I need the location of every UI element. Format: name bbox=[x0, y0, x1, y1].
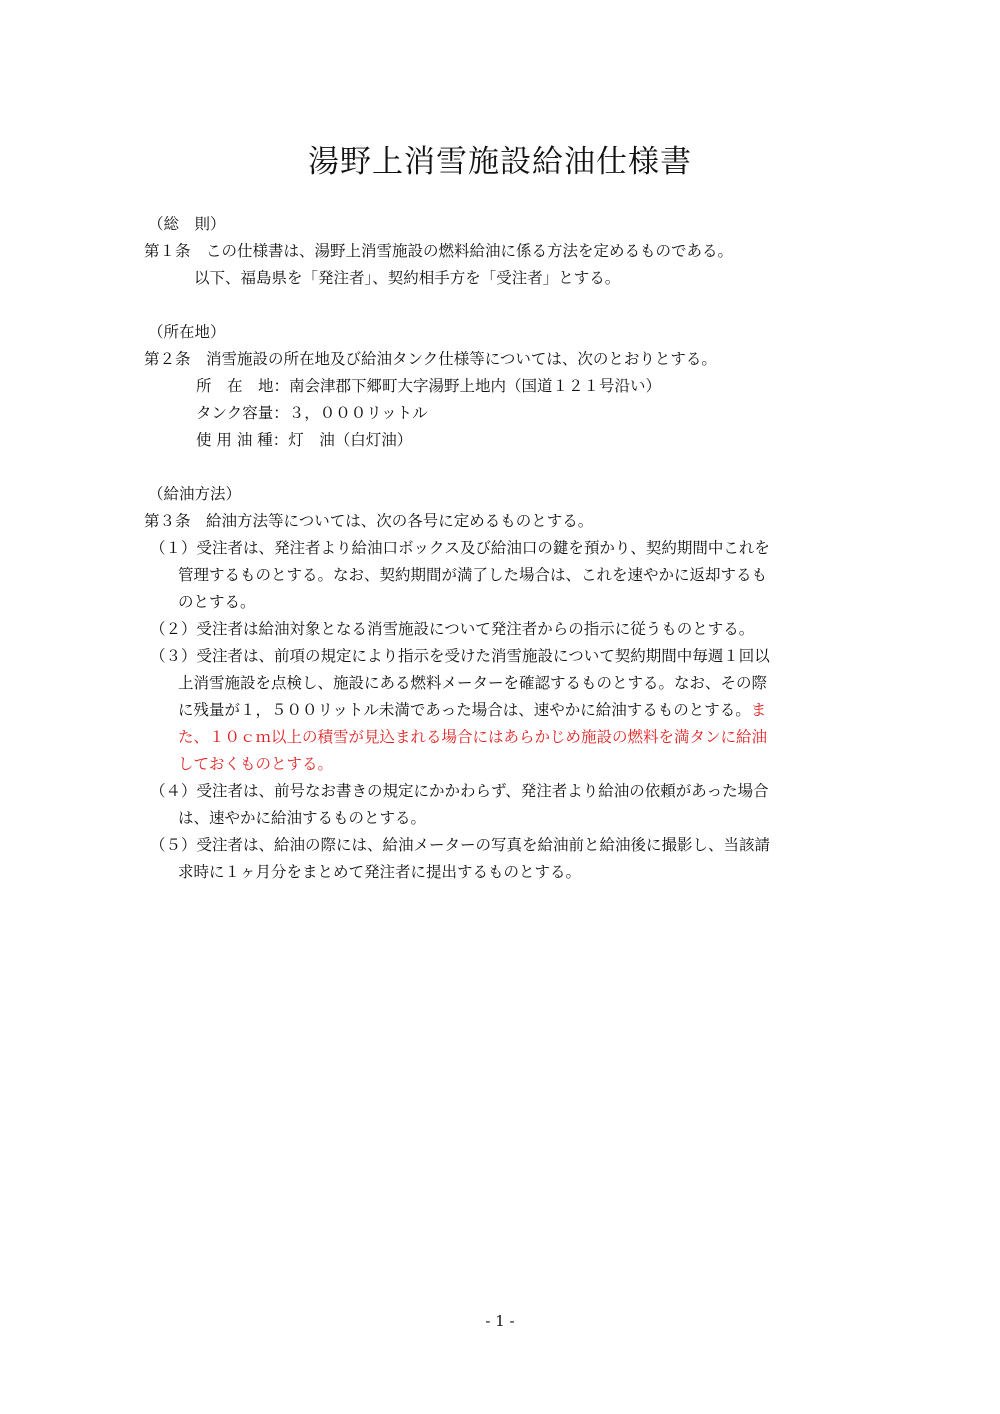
item-4-line-2: は、速やかに給油するものとする。 bbox=[178, 809, 427, 827]
section-1-heading: （総 則） bbox=[148, 215, 226, 233]
oil-type-spec: 使 用 油 種：灯 油（白灯油） bbox=[196, 431, 413, 449]
item-3-line-4-red: た、１０ｃｍ以上の積雪が見込まれる場合にはあらかじめ施設の燃料を満タンに給油 bbox=[178, 728, 768, 746]
item-3-red-text-start: ま bbox=[750, 701, 767, 719]
item-3-line-1: （３）受注者は、前項の規定により指示を受けた消雪施設について契約期間中毎週１回以 bbox=[150, 647, 770, 665]
item-5-line-1: （５）受注者は、給油の際には、給油メーターの写真を給油前と給油後に撮影し、当該請 bbox=[150, 836, 771, 854]
item-3-line-5-red: しておくものとする。 bbox=[178, 755, 334, 773]
document-title: 湯野上消雪施設給油仕様書 bbox=[308, 144, 692, 180]
section-3-heading: （給油方法） bbox=[148, 485, 242, 503]
item-1-line-3: のとする。 bbox=[178, 593, 256, 611]
article-1: 第１条 この仕様書は、湯野上消雪施設の燃料給油に係る方法を定めるものである。 bbox=[144, 242, 734, 260]
spacer bbox=[144, 454, 864, 481]
article-2: 第２条 消雪施設の所在地及び給油タンク仕様等については、次のとおりとする。 bbox=[144, 350, 717, 368]
location-spec: 所 在 地：南会津郡下郷町大字湯野上地内（国道１２１号沿い） bbox=[196, 377, 662, 395]
spacer bbox=[144, 292, 864, 319]
document-body bbox=[144, 211, 864, 886]
article-3: 第３条 給油方法等については、次の各号に定めるものとする。 bbox=[144, 512, 594, 530]
tank-capacity-spec: タンク容量：３，０００リットル bbox=[196, 404, 428, 422]
item-4-line-1: （４）受注者は、前号なお書きの規定にかかわらず、発注者より給油の依頼があった場合 bbox=[150, 782, 769, 800]
page-number: - 1 - bbox=[485, 1312, 515, 1330]
item-3-line-3-text: に残量が１，５００リットル未満であった場合は、速やかに給油するものとする。 bbox=[178, 701, 751, 719]
item-1-line-1: （１）受注者は、発注者より給油口ボックス及び給油口の鍵を預かり、契約期間中これを bbox=[150, 539, 770, 557]
item-5-line-2: 求時に１ヶ月分をまとめて発注者に提出するものとする。 bbox=[178, 863, 582, 881]
section-2-heading: （所在地） bbox=[148, 323, 226, 341]
item-3-line-3 bbox=[144, 697, 864, 724]
item-1-line-2: 管理するものとする。なお、契約期間が満了した場合は、これを速やかに返却するも bbox=[178, 566, 768, 584]
item-3-line-2: 上消雪施設を点検し、施設にある燃料メーターを確認するものとする。なお、その際 bbox=[178, 674, 768, 692]
item-2-line-1: （２）受注者は給油対象となる消雪施設について発注者からの指示に従うものとする。 bbox=[150, 620, 755, 638]
article-1-continuation: 以下、福島県を「発注者」、契約相手方を「受注者」とする。 bbox=[194, 269, 621, 287]
